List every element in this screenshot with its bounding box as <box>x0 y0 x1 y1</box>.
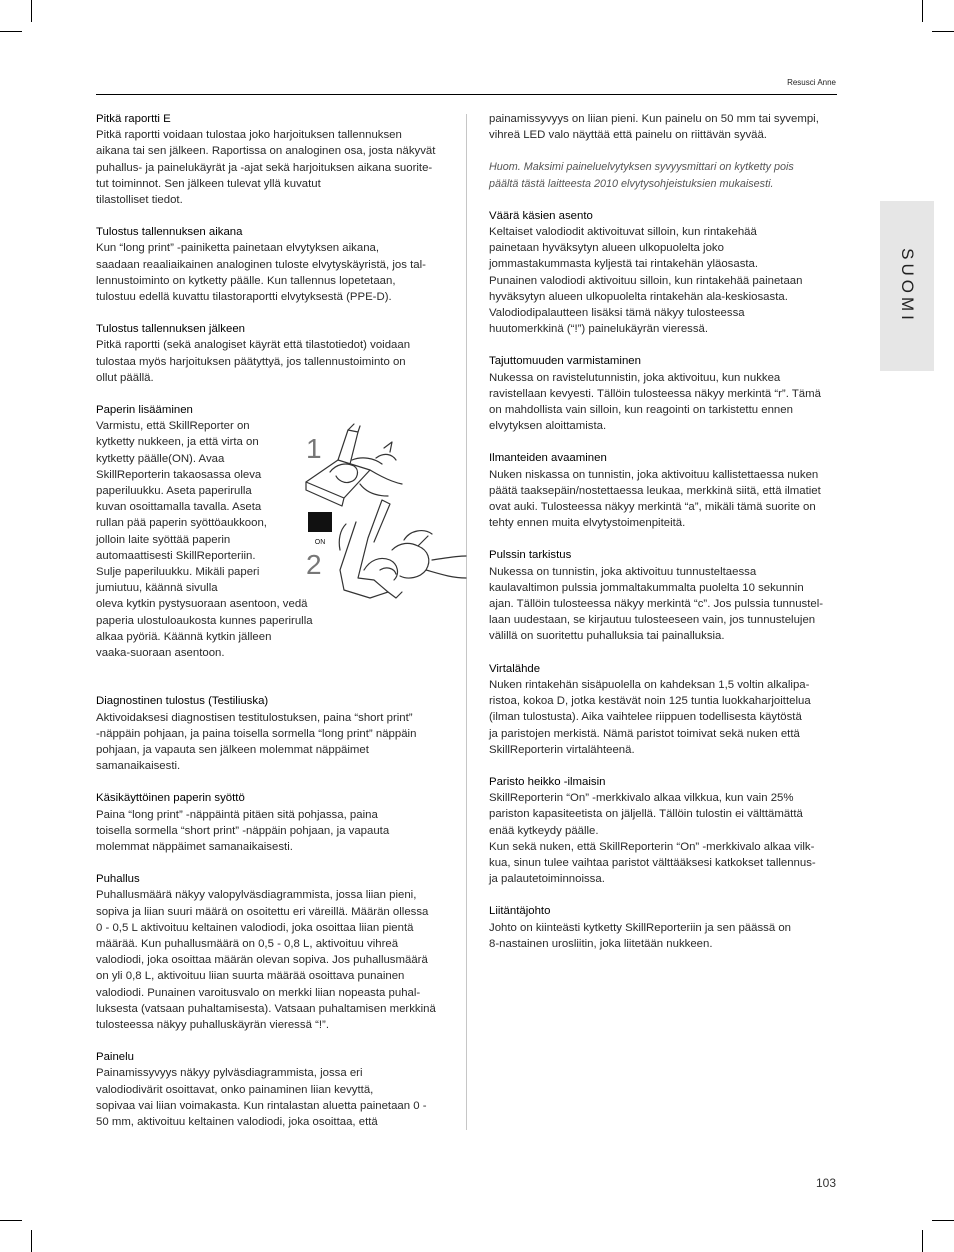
section <box>489 903 837 952</box>
continued-text: painamissyvyys on liian pieni. Kun painelu on 50 mm tai syvempi, vihreä LED valo näyttää että painelu on riittävän syvää. <box>489 113 819 142</box>
section-text-continued: oleva kytkin pystysuoraan asentoon, vedä paperia ulostuloaukosta kunnes paperirulla alkaa pyöriä. Käännä kytkin jälleen vaaka-suoraan asentoon. <box>96 598 313 660</box>
section-title: Paperin lisääminen <box>96 404 193 417</box>
header-rule <box>96 94 837 95</box>
section <box>489 208 837 338</box>
right-column <box>489 111 837 968</box>
section-title: Liitäntäjohto <box>489 905 551 918</box>
section <box>489 547 837 644</box>
column-divider <box>466 114 467 1130</box>
section-title: Painelu <box>96 1051 134 1064</box>
section-title: Tulostus tallennuksen aikana <box>96 226 243 239</box>
section-title: Diagnostinen tulostus (Testiliuska) <box>96 695 269 708</box>
section-text: Nuken rintakehän sisäpuolella on kahdeksan 1,5 voltin alkalipa- ristoa, kokoa D, jotka kestävät noin 125 tuntia luokkaharjoittelua (ilman tulostusta). Aika vaihtelee riippuen todellisesta käytöstä ja paristojen merkistä. Nämä paristot toimivat sekä nuken että SkillReporterin virtalähteenä. <box>489 678 811 756</box>
section-text: Keltaiset valodiodit aktivoituvat silloin, kun rintakehää painetaan hyväksytyn alueen ulkopuolelta joko jommastakummasta kyljestä tai rintakehän yläosasta. Punainen valodiodi aktivoituu silloin, kun rintakehää painetaan hyväksytyn alueen ulkopuolelta rintakehän ala-keskiosasta. Valodiodipalautteen lisäksi tämä näkyy tulosteessa huutomerkkinä (“!”) painelukäyrän vieressä. <box>489 226 803 336</box>
language-tab-label: SUOMI <box>898 248 917 324</box>
paper-loading-illustration <box>300 420 470 620</box>
section-text: Painamissyvyys näkyy pylväsdiagrammista, jossa eri valodiodivärit osoittavat, onko painaminen liian kevyttä, sopivaa vai liian voimakasta. Kun rintalastan aluetta painetaan 0 - 50 mm, aktivoituu keltainen valodiodi, joka osoittaa, että <box>96 1067 427 1128</box>
section-text: Paina “long print” -näppäintä pitäen sitä pohjassa, paina toisella sormella “short print” -näppäin pohjaan, ja vapauta molemmat näppäimet samanaikaisesti. <box>96 808 390 853</box>
section-title: Tulostus tallennuksen jälkeen <box>96 323 246 336</box>
crop-mark <box>922 0 923 22</box>
crop-mark <box>0 31 22 32</box>
on-switch-icon <box>308 512 332 532</box>
section-text: Nuken niskassa on tunnistin, joka aktivoituu kallistettaessa nuken päätä taaksepäin/nostettaessa leukaa, merkkinä siitä, että ilmatiet ovat auki. Tulosteessa näkyy merkintä “a”, mikäli tämä suorite on tehty ennen muita elvytystoimenpiteitä. <box>489 468 821 530</box>
section-text: Nukessa on tunnistin, joka aktivoituu tunnusteltaessa kaulavaltimon pulssia jommaltakummalta puolelta 10 sekunnin ajan. Tällöin tulosteessa näkyy merkintä “c”. Jos pulssia tunnustel- laan uudestaan, se kirjautuu tulosteeseen vain, jos tunnustelujen välillä on suoritettu puhalluksia tai painalluksia. <box>489 565 824 643</box>
section-text: SkillReporterin “On” -merkkivalo alkaa vilkkua, kun vain 25% pariston kapasiteetista on jäljellä. Tällöin tulostin ei välttämättä enää kytkeydy päälle. Kun sekä nuken, että SkillReporterin “On” -merkkivalo alkaa vilk- kua, sinun tulee vaihtaa paristot välttääksesi katkokset tallennus- ja palautetoiminnoissa. <box>489 792 816 886</box>
section <box>96 871 446 1033</box>
section-text: Puhallusmäärä näkyy valopylväsdiagrammista, jossa liian pieni, sopiva ja liian suuri määrä on osoitettu eri väreillä. Määrän ollessa 0 - 0,5 L aktivoituu keltainen valodiodi, joka osoittaa liian pientä määrää. Kun puhallusmäärä on 0,5 - 0,8 L, aktivoituu vihreä valodiodi, joka osoittaa määrän olevan sopiva. Jos puhallusmäärä on yli 0,8 L, aktivoituu liian suurta määrää osoittava punainen valodiodi. Punainen varoitusvalo on merkki liian nopeasta puhal- luksesta (vatsaan puhaltamisesta). Vatsaan puhaltamisen merkkinä tulosteessa näkyy puhalluskäyrän vieressä “!”. <box>96 889 436 1031</box>
section <box>489 353 837 434</box>
section <box>489 774 837 887</box>
section-title: Väärä käsien asento <box>489 209 593 222</box>
section <box>96 790 446 855</box>
note-text: Huom. Maksimi paineluelvytyksen syvyysmittari on kytketty pois päältä tästä laitteesta 2010 elvytysohjeistuksien mukaisesti. <box>489 161 794 190</box>
section-title: Pulssin tarkistus <box>489 549 572 562</box>
section <box>489 450 837 531</box>
step-1-number: 1 <box>306 433 322 464</box>
language-tab <box>880 201 934 371</box>
section-title: Tajuttomuuden varmistaminen <box>489 355 641 368</box>
section-title: Puhallus <box>96 873 140 886</box>
section-text: Nukessa on ravistelutunnistin, joka aktivoituu, kun nukkea ravistellaan kevyesti. Tällöin tulosteessa näkyy merkintä “r”. Tämä on mahdollista vain silloin, kun reagointi on tarkistettu ennen elvytyksen aloittamista. <box>489 371 821 433</box>
section-title: Ilmanteiden avaaminen <box>489 452 607 465</box>
section-text: Johto on kiinteästi kytketty SkillReporteriin ja sen päässä on 8-nastainen urosliitin, joka liitetään nukkeen. <box>489 921 792 950</box>
section-text: Aktivoidaksesi diagnostisen testitulostuksen, paina “short print” -näppäin pohjaan, ja paina toisella sormella “long print” näppäin pohjaan, ja vapauta sen jälkeen molemmat näppäimet samanaikaisesti. <box>96 711 417 773</box>
section <box>489 661 837 758</box>
section <box>96 111 446 208</box>
crop-mark <box>932 1220 954 1221</box>
step-2-number: 2 <box>306 549 322 580</box>
crop-mark <box>0 1220 22 1221</box>
illustration-svg <box>300 420 470 620</box>
page-number: 103 <box>815 1176 836 1190</box>
section <box>96 321 446 386</box>
section-text: Pitkä raportti (sekä analogiset käyrät että tilastotiedot) voidaan tulostaa myös harjoituksen päätyttyä, jos tallennustoiminto on ollut päällä. <box>96 339 411 384</box>
on-label: ON <box>314 539 326 546</box>
section-title: Paristo heikko -ilmaisin <box>489 775 606 788</box>
section-title: Virtalähde <box>489 662 541 675</box>
running-header: Resusci Anne <box>787 78 836 87</box>
crop-mark <box>922 1230 923 1252</box>
crop-mark <box>31 1230 32 1252</box>
section-text: Varmistu, että SkillReporter on kytketty nukkeen, ja että virta on kytketty päälle(ON). Avaa SkillReporterin takaosassa oleva paperiluukku. Aseta paperirulla kuvan osoittamalla tavalla. Aseta rullan pää paperin syöttöaukkoon, jolloin laite syöttää paperin automaattisesti SkillReporteriin. Sulje paperiluukku. Mikäli paperi jumiutuu, käännä sivulla <box>96 420 267 595</box>
section-text: Pitkä raportti voidaan tulostaa joko harjoituksen tallennuksen aikana tai sen jälkeen. Raportissa on analoginen osa, josta näkyvät puhallus- ja painelukäyrät ja -ajat sekä harjoituksen aikana suorite- tut toiminnot. Sen jälkeen tulevat yllä kuvatut tilastolliset tiedot. <box>96 129 436 207</box>
crop-mark <box>31 0 32 22</box>
section-title: Käsikäyttöinen paperin syöttö <box>96 792 245 805</box>
section-text: Kun “long print” -painiketta painetaan elvytyksen aikana, saadaan reaaliaikainen analoginen tuloste elvytyskäyristä, jos tal- lennustoiminto on kytketty päälle. Kun tallennus lopetetaan, tulostuu edellä kuvattu tilastoraportti elvytyksestä (PPE-D). <box>96 242 426 304</box>
section-title: Pitkä raportti E <box>96 113 171 125</box>
left-column <box>96 111 446 1146</box>
crop-mark <box>932 31 954 32</box>
section <box>96 224 446 305</box>
section <box>96 1049 446 1130</box>
section <box>96 693 446 774</box>
